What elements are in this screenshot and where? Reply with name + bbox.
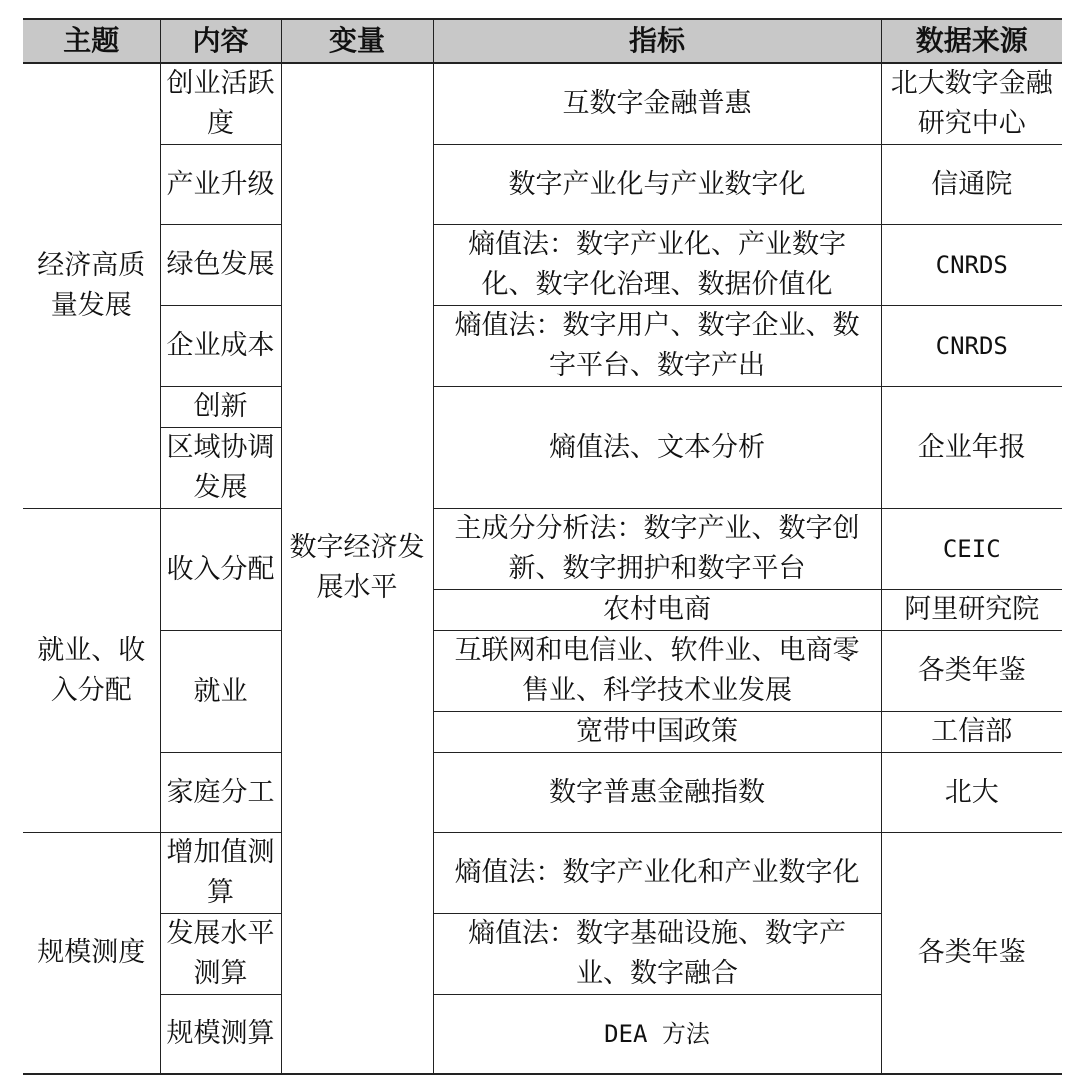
indicator-cell: 主成分分析法：数字产业、数字创新、数字拥护和数字平台 [433, 509, 881, 590]
table-row [23, 509, 1062, 590]
indicator-cell: 互联网和电信业、软件业、电商零售业、科学技术业发展 [433, 631, 881, 712]
source-cell: 阿里研究院 [881, 590, 1062, 631]
indicator-cell: 宽带中国政策 [433, 712, 881, 753]
content-cell: 发展水平测算 [160, 914, 281, 995]
theme-cell: 规模测度 [23, 833, 160, 1074]
table-row [23, 225, 1062, 306]
table-row [23, 306, 1062, 387]
theme-cell: 就业、收入分配 [23, 509, 160, 833]
indicator-cell: 互数字金融普惠 [433, 63, 881, 145]
content-cell: 就业 [160, 631, 281, 753]
indicator-cell: DEA 方法 [433, 995, 881, 1074]
table-row [23, 63, 1062, 145]
variable-cell: 数字经济发展水平 [281, 63, 433, 1074]
indicator-cell: 数字普惠金融指数 [433, 753, 881, 833]
indicator-cell: 熵值法：数字用户、数字企业、数字平台、数字产出 [433, 306, 881, 387]
theme-cell: 经济高质量发展 [23, 63, 160, 509]
content-cell: 产业升级 [160, 145, 281, 225]
indicator-cell: 农村电商 [433, 590, 881, 631]
table-row [23, 145, 1062, 225]
source-cell: CEIC [881, 509, 1062, 590]
table-header-row [23, 19, 1062, 63]
research-summary-table [23, 18, 1062, 1075]
table-row [23, 631, 1062, 712]
content-cell: 区域协调发展 [160, 428, 281, 509]
source-cell: CNRDS [881, 306, 1062, 387]
source-cell: CNRDS [881, 225, 1062, 306]
content-cell: 绿色发展 [160, 225, 281, 306]
content-cell: 创新 [160, 387, 281, 428]
header-content: 内容 [160, 19, 281, 63]
header-variable: 变量 [281, 19, 433, 63]
indicator-cell: 熵值法：数字基础设施、数字产业、数字融合 [433, 914, 881, 995]
header-source: 数据来源 [881, 19, 1062, 63]
content-cell: 家庭分工 [160, 753, 281, 833]
table-row [23, 833, 1062, 914]
indicator-cell: 数字产业化与产业数字化 [433, 145, 881, 225]
indicator-cell: 熵值法：数字产业化和产业数字化 [433, 833, 881, 914]
content-cell: 企业成本 [160, 306, 281, 387]
source-cell: 各类年鉴 [881, 631, 1062, 712]
source-cell: 北大 [881, 753, 1062, 833]
source-cell: 各类年鉴 [881, 833, 1062, 1074]
header-theme: 主题 [23, 19, 160, 63]
table-row [23, 753, 1062, 833]
content-cell: 规模测算 [160, 995, 281, 1074]
indicator-cell: 熵值法：数字产业化、产业数字化、数字化治理、数据价值化 [433, 225, 881, 306]
source-cell: 北大数字金融研究中心 [881, 63, 1062, 145]
content-cell: 收入分配 [160, 509, 281, 631]
source-cell: 企业年报 [881, 387, 1062, 509]
source-cell: 信通院 [881, 145, 1062, 225]
content-cell: 增加值测算 [160, 833, 281, 914]
header-indicator: 指标 [433, 19, 881, 63]
source-cell: 工信部 [881, 712, 1062, 753]
indicator-cell: 熵值法、文本分析 [433, 387, 881, 509]
table-row [23, 387, 1062, 428]
content-cell: 创业活跃度 [160, 63, 281, 145]
